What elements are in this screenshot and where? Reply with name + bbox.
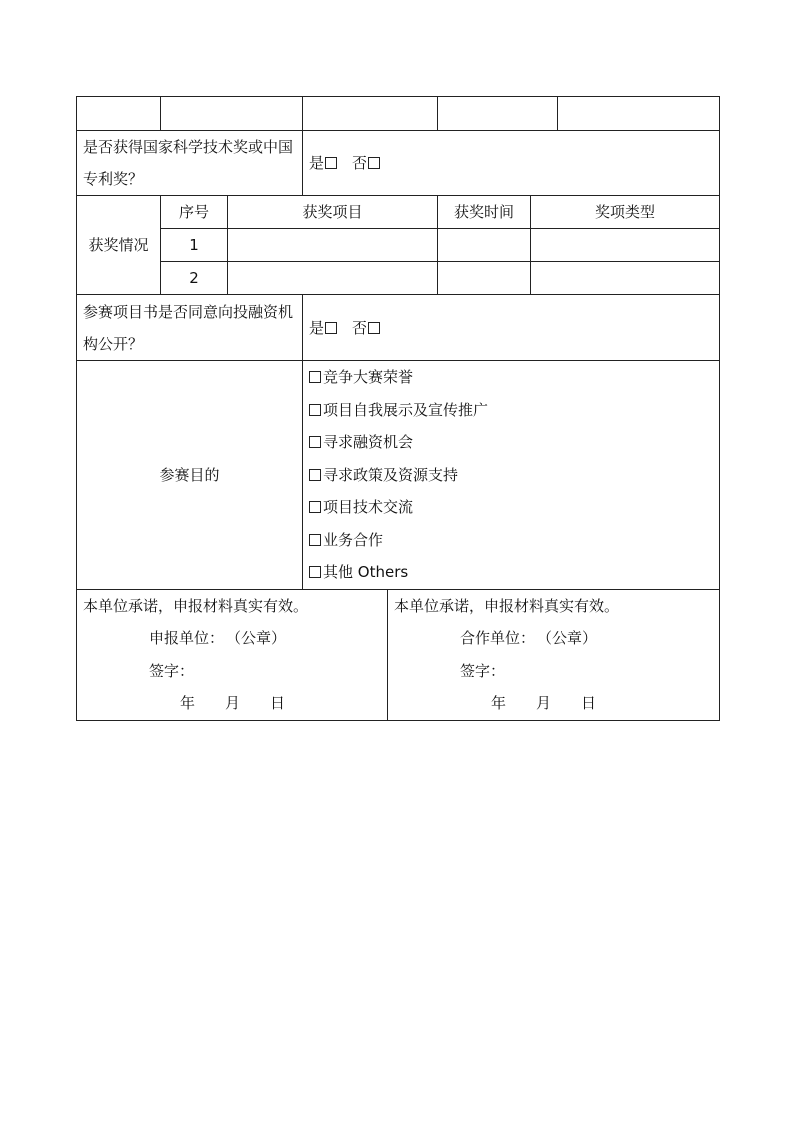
- commitment-row: [77, 589, 720, 720]
- header-serial-no: 序号: [161, 196, 228, 229]
- month-label: 月: [536, 694, 552, 712]
- award-time-cell[interactable]: [438, 262, 531, 295]
- option-label: 项目技术交流: [323, 498, 414, 516]
- list-item[interactable]: [307, 459, 715, 492]
- list-item[interactable]: [307, 524, 715, 557]
- purpose-options-list: [307, 361, 715, 589]
- year-label: 年: [180, 694, 196, 712]
- commitment-statement: 本单位承诺，申报材料真实有效。: [394, 596, 620, 615]
- day-label: 日: [581, 694, 597, 712]
- awards-section-label: 获奖情况: [77, 196, 161, 295]
- year-label: 年: [491, 694, 507, 712]
- yes-label: 是: [309, 154, 325, 172]
- national-award-question: 是否获得国家科学技术奖或中国专利奖？: [77, 131, 303, 196]
- header-award-type: 奖项类型: [531, 196, 720, 229]
- option-label: 寻求融资机会: [323, 433, 414, 451]
- header-award-project: 获奖项目: [228, 196, 438, 229]
- serial-no-cell: 2: [161, 262, 228, 295]
- list-item[interactable]: [307, 556, 715, 589]
- no-label: 否: [352, 318, 368, 337]
- list-item[interactable]: [307, 426, 715, 459]
- award-project-cell[interactable]: [228, 262, 438, 295]
- option-label: 竞争大赛荣誉: [323, 368, 414, 386]
- yes-checkbox[interactable]: [325, 322, 337, 334]
- no-checkbox[interactable]: [368, 157, 380, 169]
- option-label: 寻求政策及资源支持: [323, 465, 459, 484]
- blank-row: [77, 97, 720, 131]
- option-checkbox[interactable]: [309, 534, 321, 546]
- table-row: [77, 229, 720, 262]
- blank-cell[interactable]: [303, 97, 438, 131]
- signature-label: 签字：: [149, 661, 195, 680]
- national-award-row: [77, 131, 720, 196]
- yes-checkbox[interactable]: [325, 157, 337, 169]
- commitment-right-block: [394, 590, 713, 720]
- seal-label: （公章）: [226, 629, 287, 647]
- signature-label: 签字：: [460, 661, 506, 680]
- option-label: 项目自我展示及宣传推广: [323, 400, 489, 419]
- option-checkbox[interactable]: [309, 501, 321, 513]
- purpose-options-cell: [303, 361, 720, 590]
- award-type-cell[interactable]: [531, 262, 720, 295]
- option-checkbox[interactable]: [309, 566, 321, 578]
- month-label: 月: [225, 694, 241, 712]
- applicant-unit-label: 申报单位：: [149, 629, 225, 647]
- blank-cell[interactable]: [161, 97, 303, 131]
- day-label: 日: [270, 694, 286, 712]
- list-item[interactable]: [307, 361, 715, 394]
- yes-label: 是: [309, 318, 325, 337]
- disclosure-row: [77, 295, 720, 361]
- header-award-time: 获奖时间: [438, 196, 531, 229]
- national-award-answer-cell: [303, 131, 720, 196]
- award-time-cell[interactable]: [438, 229, 531, 262]
- option-checkbox[interactable]: [309, 371, 321, 383]
- commitment-right-cell: [388, 589, 720, 720]
- option-checkbox[interactable]: [309, 404, 321, 416]
- purpose-row: [77, 361, 720, 590]
- disclosure-answer-cell: [303, 295, 720, 361]
- blank-cell[interactable]: [438, 97, 558, 131]
- application-form-table: [76, 96, 720, 721]
- option-label: 其他 Others: [323, 563, 409, 581]
- list-item[interactable]: [307, 394, 715, 427]
- table-row: [77, 262, 720, 295]
- option-checkbox[interactable]: [309, 436, 321, 448]
- commitment-left-block: [83, 590, 381, 720]
- disclosure-question: 参赛项目书是否同意向投融资机构公开？: [77, 295, 303, 361]
- commitment-statement: 本单位承诺，申报材料真实有效。: [83, 596, 309, 615]
- seal-label: （公章）: [537, 629, 598, 647]
- partner-unit-label: 合作单位：: [460, 629, 536, 647]
- awards-header-row: [77, 196, 720, 229]
- commitment-left-cell: [77, 589, 388, 720]
- blank-cell[interactable]: [558, 97, 720, 131]
- option-label: 业务合作: [323, 530, 384, 549]
- blank-cell[interactable]: [77, 97, 161, 131]
- award-type-cell[interactable]: [531, 229, 720, 262]
- list-item[interactable]: [307, 491, 715, 524]
- option-checkbox[interactable]: [309, 469, 321, 481]
- no-label: 否: [352, 154, 368, 172]
- purpose-label: 参赛目的: [77, 361, 303, 590]
- serial-no-cell: 1: [161, 229, 228, 262]
- award-project-cell[interactable]: [228, 229, 438, 262]
- no-checkbox[interactable]: [368, 322, 380, 334]
